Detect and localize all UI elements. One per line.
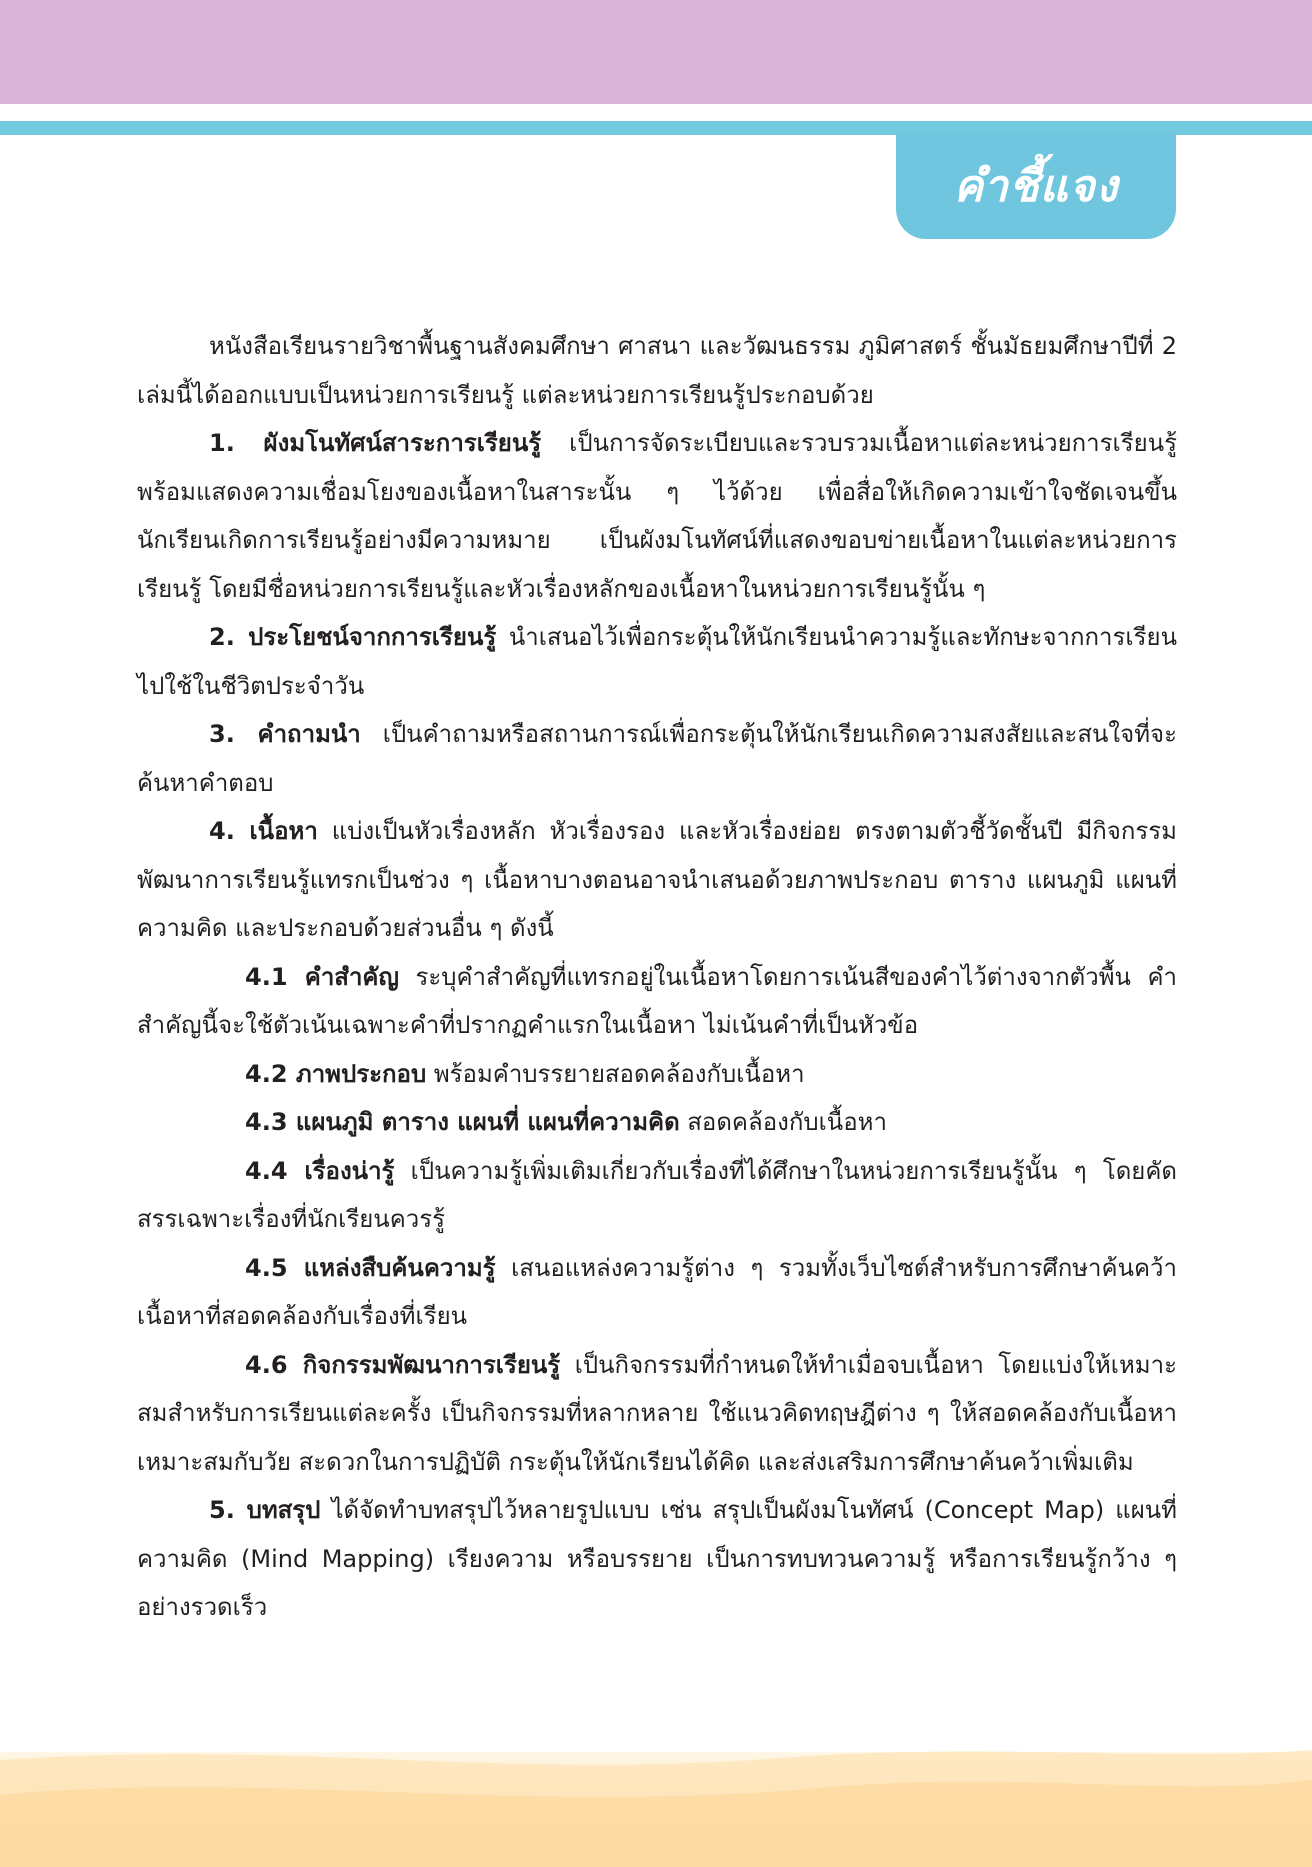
section-heading: 4.2 ภาพประกอบ	[245, 1059, 427, 1088]
paragraph-text: เป็นการจัดระเบียบและรวบรวมเนื้อหาแต่ละหน่วยการเรียนรู้ พร้อมแสดงความเชื่อมโยงของเนื้อหาในสาระนั้น ๆ ไว้ด้วย เพื่อสื่อให้เกิดความเข้าใจชัดเจนขึ้น นักเรียนเกิดการเรียนรู้อย่างมีความหมาย เป็นผังมโนทัศน์ที่แสดงขอบข่ายเนื้อหาในแต่ละหน่วยการเรียนรู้ โดยมีชื่อหน่วยการเรียนรู้และหัวเรื่องหลักของเนื้อหาในหน่วยการเรียนรู้นั้น ๆ	[137, 429, 1177, 603]
paragraph-text: สอดคล้องกับเนื้อหา	[679, 1108, 887, 1136]
paragraph-text: พร้อมคำบรรยายสอดคล้องกับเนื้อหา	[426, 1059, 805, 1088]
footer-wave-decoration	[0, 1740, 1312, 1867]
section-4-1-paragraph	[137, 953, 1177, 1050]
paragraph-text: เสนอแหล่งความรู้ต่าง ๆ รวมทั้งเว็บไซต์สำหรับการศึกษาค้นคว้าเนื้อหาที่สอดคล้องกับเรื่องที่เรียน	[137, 1253, 1177, 1330]
section-5-paragraph	[137, 1486, 1177, 1632]
paragraph-text: ได้จัดทำบทสรุปไว้หลายรูปแบบ เช่น สรุปเป็นผังมโนทัศน์ (Concept Map) แผนที่ความคิด (Mind Mapping) เรียงความ หรือบรรยาย เป็นการทบทวนความรู้ หรือการเรียนรู้กว้าง ๆ อย่างรวดเร็ว	[137, 1496, 1177, 1621]
section-4-paragraph	[137, 807, 1177, 953]
section-heading: 2. ประโยชน์จากการเรียนรู้	[209, 623, 497, 651]
section-heading: 4.4 เรื่องน่ารู้	[245, 1156, 395, 1185]
header-band	[0, 0, 1312, 104]
section-heading: 4.5 แหล่งสืบค้นความรู้	[245, 1253, 496, 1282]
section-heading: 5. บทสรุป	[209, 1496, 321, 1524]
section-2-paragraph	[137, 613, 1177, 710]
section-heading: 3. คำถามนำ	[209, 720, 361, 748]
section-heading: 4.1 คำสำคัญ	[245, 962, 399, 991]
paragraph-text: ระบุคำสำคัญที่แทรกอยู่ในเนื้อหาโดยการเน้นสีของคำไว้ต่างจากตัวพื้น คำสำคัญนี้จะใช้ตัวเน้นเฉพาะคำที่ปรากฏคำแรกในเนื้อหา ไม่เน้นคำที่เป็นหัวข้อ	[137, 962, 1178, 1039]
section-heading: 4.6 กิจกรรมพัฒนาการเรียนรู้	[245, 1350, 561, 1379]
paragraph-text: หนังสือเรียนรายวิชาพื้นฐานสังคมศึกษา ศาสนา และวัฒนธรรม ภูมิศาสตร์ ชั้นมัธยมศึกษาปีที่ 2 เล่มนี้ได้ออกแบบเป็นหน่วยการเรียนรู้ แต่ละหน่วยการเรียนรู้ประกอบด้วย	[137, 332, 1177, 409]
section-heading: 4. เนื้อหา	[209, 817, 318, 845]
section-4-2-paragraph	[137, 1050, 1177, 1099]
section-4-4-paragraph	[137, 1147, 1177, 1244]
section-3-paragraph	[137, 710, 1177, 807]
section-4-6-paragraph	[137, 1341, 1177, 1487]
paragraph-text: นำเสนอไว้เพื่อกระตุ้นให้นักเรียนนำความรู้และทักษะจากการเรียนไปใช้ในชีวิตประจำวัน	[137, 623, 1177, 700]
intro-paragraph	[137, 322, 1177, 419]
section-4-5-paragraph	[137, 1244, 1177, 1341]
paragraph-text: เป็นคำถามหรือสถานการณ์เพื่อกระตุ้นให้นักเรียนเกิดความสงสัยและสนใจที่จะค้นหาคำตอบ	[137, 720, 1177, 797]
heading-tab	[896, 133, 1176, 239]
section-heading: 4.3 แผนภูมิ ตาราง แผนที่ แผนที่ความคิด	[245, 1108, 680, 1136]
document-body	[137, 322, 1177, 1632]
paragraph-text: เป็นความรู้เพิ่มเติมเกี่ยวกับเรื่องที่ได้ศึกษาในหน่วยการเรียนรู้นั้น ๆ โดยคัดสรรเฉพาะเรื่องที่นักเรียนควรรู้	[137, 1156, 1177, 1233]
section-4-3-paragraph	[137, 1098, 1177, 1147]
paragraph-text: เป็นกิจกรรมที่กำหนดให้ทำเมื่อจบเนื้อหา โดยแบ่งให้เหมาะสมสำหรับการเรียนแต่ละครั้ง เป็นกิจกรรมที่หลากหลาย ใช้แนวคิดทฤษฎีต่าง ๆ ให้สอดคล้องกับเนื้อหา เหมาะสมกับวัย สะดวกในการปฏิบัติ กระตุ้นให้นักเรียนได้คิด และส่งเสริมการศึกษาค้นคว้าเพิ่มเติม	[137, 1350, 1177, 1476]
paragraph-text: แบ่งเป็นหัวเรื่องหลัก หัวเรื่องรอง และหัวเรื่องย่อย ตรงตามตัวชี้วัดชั้นปี มีกิจกรรมพัฒนาการเรียนรู้แทรกเป็นช่วง ๆ เนื้อหาบางตอนอาจนำเสนอด้วยภาพประกอบ ตาราง แผนภูมิ แผนที่ความคิด และประกอบด้วยส่วนอื่น ๆ ดังนี้	[137, 817, 1177, 942]
page-title: คำชี้แจง	[953, 161, 1119, 212]
section-1-paragraph	[137, 419, 1177, 613]
section-heading: 1. ผังมโนทัศน์สาระการเรียนรู้	[209, 429, 542, 457]
